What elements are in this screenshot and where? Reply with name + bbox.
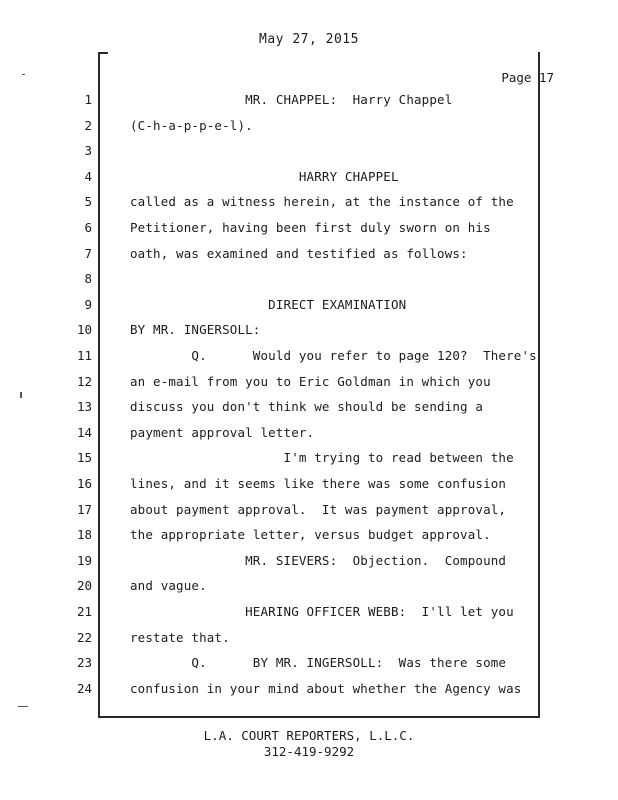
line-number: 21 (76, 604, 92, 619)
footer-company: L.A. COURT REPORTERS, L.L.C. (203, 728, 415, 743)
transcript-line: BY MR. INGERSOLL: (130, 322, 261, 337)
transcript-line: MR. SIEVERS: Objection. Compound (130, 553, 507, 568)
transcript-line: the appropriate letter, versus budget approval. (130, 527, 491, 542)
transcript-date: May 27, 2015 (259, 32, 359, 47)
transcript-line: called as a witness herein, at the instance of the (130, 194, 514, 209)
line-number: 14 (76, 425, 92, 440)
line-number: 8 (84, 271, 92, 286)
line-number: 4 (84, 169, 92, 184)
line-number: 10 (76, 322, 92, 337)
line-number: 1 (84, 92, 92, 107)
frame-corner (98, 52, 108, 54)
line-number: 20 (76, 578, 92, 593)
line-number: 16 (76, 476, 92, 491)
transcript-line: HEARING OFFICER WEBB: I'll let you (130, 604, 514, 619)
transcript-line: confusion in your mind about whether the Agency was (130, 681, 522, 696)
transcript-line: I'm trying to read between the (130, 450, 514, 465)
scan-speck (22, 74, 25, 75)
line-number: 23 (76, 655, 92, 670)
transcript-line: discuss you don't think we should be sending a (130, 399, 484, 414)
line-number: 5 (84, 194, 92, 209)
line-number: 3 (84, 143, 92, 158)
line-number: 18 (76, 527, 92, 542)
line-number: 9 (84, 297, 92, 312)
line-number: 12 (76, 374, 92, 389)
transcript-line: HARRY CHAPPEL (130, 169, 399, 184)
line-number: 2 (84, 118, 92, 133)
line-number: 15 (76, 450, 92, 465)
scan-speck (20, 392, 22, 398)
scan-speck (18, 706, 28, 707)
line-number: 17 (76, 502, 92, 517)
transcript-line: oath, was examined and testified as follows: (130, 246, 468, 261)
transcript-line: restate that. (130, 630, 230, 645)
page-number: Page 17 (501, 70, 554, 85)
transcript-line: lines, and it seems like there was some confusion (130, 476, 507, 491)
line-number: 11 (76, 348, 92, 363)
transcript-line: DIRECT EXAMINATION (130, 297, 407, 312)
transcript-line: Q. BY MR. INGERSOLL: Was there some (130, 655, 507, 670)
transcript-line: payment approval letter. (130, 425, 315, 440)
line-number: 19 (76, 553, 92, 568)
transcript-line: (C-h-a-p-p-e-l). (130, 118, 253, 133)
transcript-line: Petitioner, having been first duly sworn on his (130, 220, 491, 235)
line-number: 6 (84, 220, 92, 235)
transcript-line: an e-mail from you to Eric Goldman in which you (130, 374, 491, 389)
line-number: 13 (76, 399, 92, 414)
transcript-line: about payment approval. It was payment approval, (130, 502, 507, 517)
line-number: 22 (76, 630, 92, 645)
transcript-line: MR. CHAPPEL: Harry Chappel (130, 92, 453, 107)
line-number: 24 (76, 681, 92, 696)
transcript-line: and vague. (130, 578, 207, 593)
line-number: 7 (84, 246, 92, 261)
footer-phone: 312-419-9292 (263, 744, 355, 759)
transcript-line: Q. Would you refer to page 120? There's (130, 348, 537, 363)
